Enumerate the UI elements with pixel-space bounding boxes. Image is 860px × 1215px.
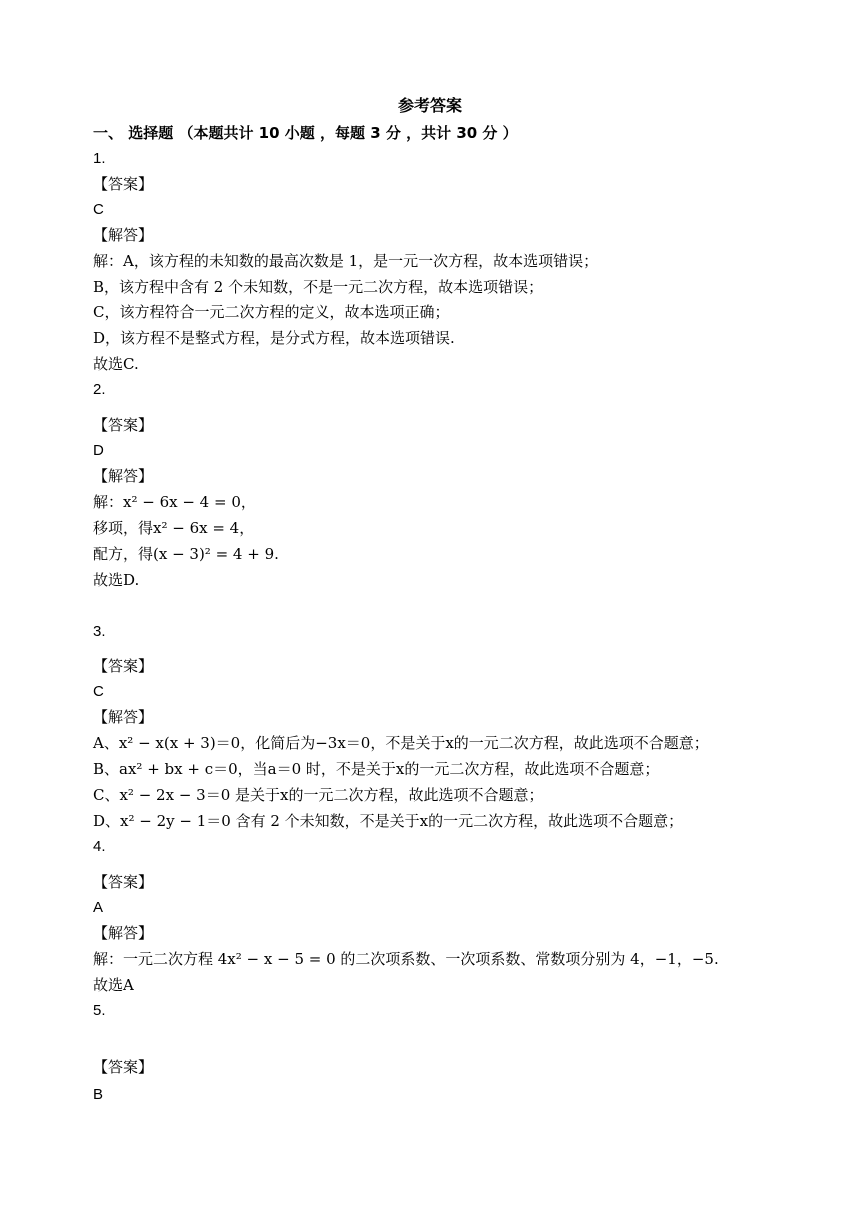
q1-solution-line: B，该方程中含有 2 个未知数，不是一元二次方程，故本选项错误； — [93, 278, 544, 296]
q2-answer: D — [93, 442, 104, 459]
q3-solution-label: 【解答】 — [93, 708, 154, 726]
q5-answer: B — [93, 1086, 104, 1103]
q4-number: 4. — [93, 838, 106, 855]
q3-solution-line: A、x² − x(x + 3)＝0，化简后为−3x＝0，不是关于x的一元二次方程，故此选项不合题意； — [93, 734, 709, 752]
q4-solution-line: 解：一元二次方程 4x² − x − 5 = 0 的二次项系数、一次项系数、常数项分别为 4，−1，−5. — [93, 950, 719, 968]
q2-solution-line: 解：x² − 6x − 4 = 0， — [93, 493, 256, 511]
q1-solution-line: D，该方程不是整式方程，是分式方程，故本选项错误. — [93, 329, 455, 347]
section-header: 一、 选择题 （本题共计 10 小题 ，每题 3 分 ，共计 30 分 ） — [93, 124, 518, 142]
q1-conclusion: 故选C. — [93, 355, 139, 373]
q5-number: 5. — [93, 1002, 106, 1019]
q1-answer-label: 【答案】 — [93, 175, 154, 193]
q2-number: 2. — [93, 381, 106, 398]
q1-solution-line: C，该方程符合一元二次方程的定义，故本选项正确； — [93, 303, 450, 321]
q1-solution-label: 【解答】 — [93, 226, 154, 244]
page-title: 参考答案 — [397, 96, 462, 115]
q3-solution-line: B、ax² + bx + c＝0，当a＝0 时，不是关于x的一元二次方程，故此选项不合题意； — [93, 760, 660, 778]
q4-answer-label: 【答案】 — [93, 873, 154, 891]
q2-solution-line: 配方，得(x − 3)² = 4 + 9. — [93, 545, 279, 563]
q4-solution-label: 【解答】 — [93, 924, 154, 942]
q3-number: 3. — [93, 623, 106, 640]
q2-solution-label: 【解答】 — [93, 467, 154, 485]
q2-conclusion: 故选D. — [93, 571, 140, 589]
q2-solution-line: 移项，得x² − 6x = 4， — [93, 519, 255, 537]
q1-solution-line: 解：A，该方程的未知数的最高次数是 1，是一元一次方程，故本选项错误； — [93, 252, 599, 270]
q3-solution-line: D、x² − 2y − 1＝0 含有 2 个未知数，不是关于x的一元二次方程，故此选项不合题意； — [93, 812, 684, 830]
q3-solution-line: C、x² − 2x − 3＝0 是关于x的一元二次方程，故此选项不合题意； — [93, 786, 544, 804]
q5-answer-label: 【答案】 — [93, 1058, 154, 1076]
q3-answer-label: 【答案】 — [93, 657, 154, 675]
q2-answer-label: 【答案】 — [93, 416, 154, 434]
q4-conclusion: 故选A — [93, 976, 134, 994]
q1-number: 1. — [93, 150, 106, 167]
q4-answer: A — [93, 899, 104, 916]
q1-answer: C — [93, 201, 104, 218]
q3-answer: C — [93, 683, 104, 700]
